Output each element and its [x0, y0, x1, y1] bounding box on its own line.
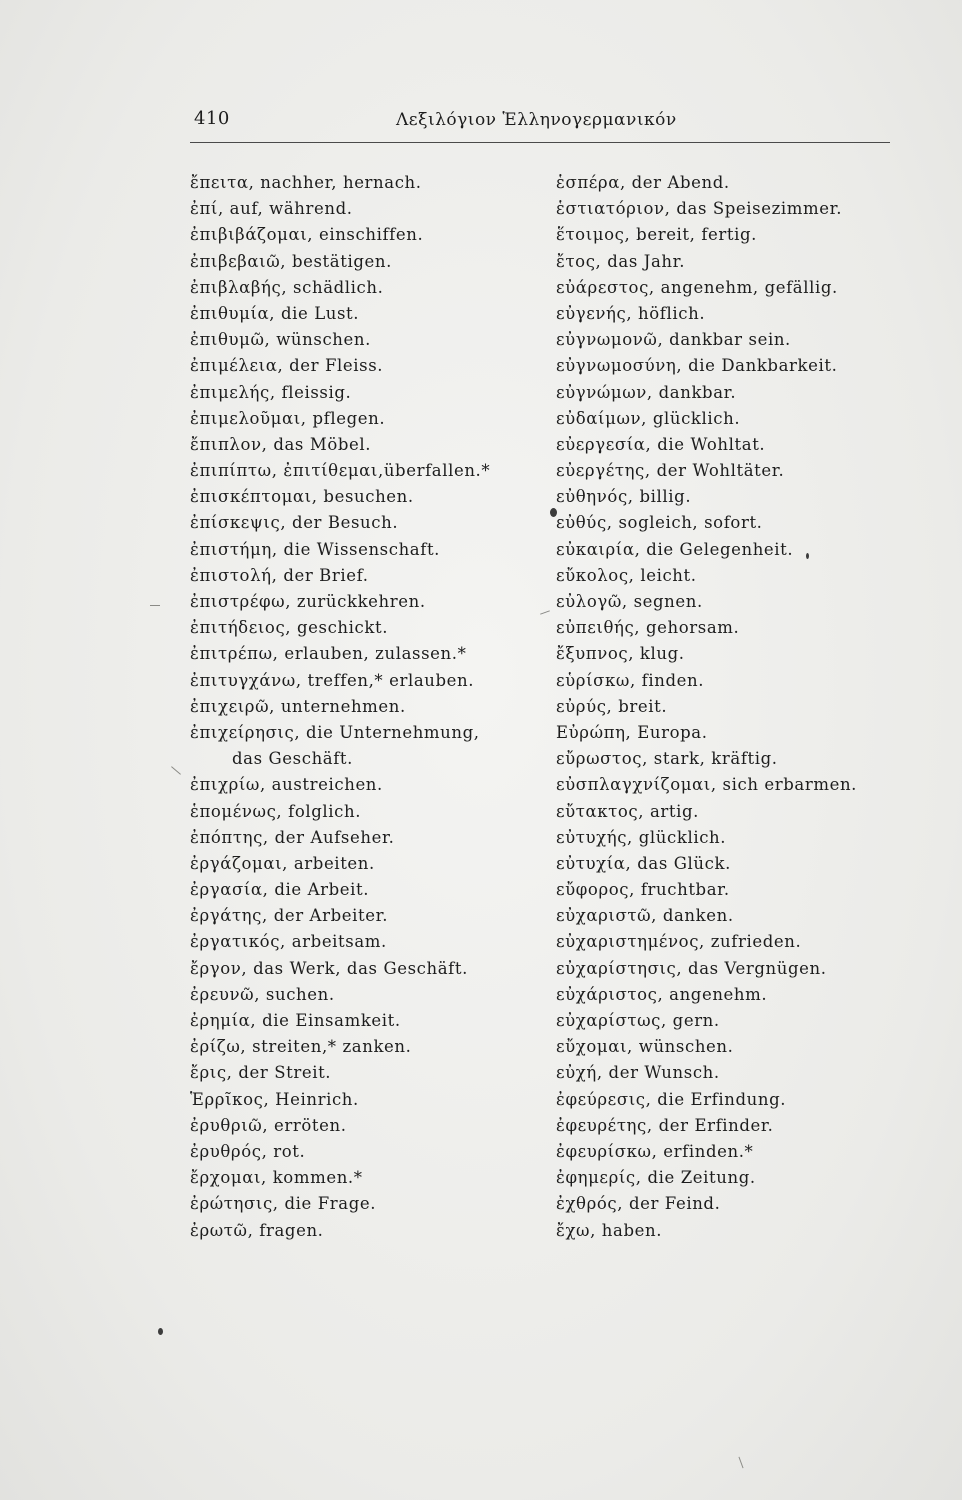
dictionary-entry: εὐχαρίστως, gern.	[556, 1011, 720, 1030]
dictionary-entry: ἐπιμέλεια, der Fleiss.	[190, 356, 384, 376]
dictionary-entry: εὔκολος, leicht.	[556, 565, 697, 585]
dictionary-entry: ἔρχομαι, kommen.*	[190, 1168, 363, 1188]
dictionary-entry: ἐπιστήμη, die Wissenschaft.	[190, 539, 441, 559]
dictionary-entry: εὔτακτος, artig.	[556, 801, 699, 821]
dictionary-entry: ἔξυπνος, klug.	[556, 644, 685, 664]
dictionary-entry: εὐθηνός, billig.	[556, 487, 692, 507]
dictionary-entry: εὐσπλαγχνίζομαι, sich erbarmen.	[556, 775, 858, 795]
dictionary-entry: ἐχθρός, der Feind.	[556, 1194, 721, 1214]
dictionary-entry: ἐπιμελοῦμαι, pflegen.	[190, 408, 386, 428]
dictionary-entry: ἐργάτης, der Arbeiter.	[190, 906, 389, 926]
dictionary-entry: εὐγενής, höflich.	[556, 303, 706, 323]
dictionary-entry: εὐεργεσία, die Wohltat.	[556, 434, 766, 454]
dictionary-entry: ἐπί, auf, während.	[190, 199, 353, 219]
dictionary-entry: ἐπόπτης, der Aufseher.	[190, 827, 395, 847]
dictionary-entry: ἐργασία, die Arbeit.	[190, 880, 370, 900]
dictionary-entry: ἐφημερίς, die Zeitung.	[556, 1168, 756, 1188]
dictionary-entry: εὐχαριστῶ, danken.	[556, 906, 734, 926]
dictionary-entry: ἐπιχειρῶ, unternehmen.	[190, 696, 406, 716]
left-column	[190, 170, 540, 1244]
dictionary-entry: εὐδαίμων, glücklich.	[556, 408, 741, 428]
dictionary-entry: ἐφευρέτης, der Erfinder.	[556, 1115, 774, 1135]
dictionary-entry: ἐρωτῶ, fragen.	[190, 1220, 324, 1240]
dictionary-entry: ἐπιχείρησις, die Unternehmung,	[190, 722, 480, 742]
dictionary-entry: ἐπιτρέπω, erlauben, zulassen.*	[190, 644, 467, 664]
dictionary-entry: εὐεργέτης, der Wohltäter.	[556, 461, 785, 481]
dictionary-entry: ἔρις, der Streit.	[190, 1063, 332, 1083]
dictionary-entry: ἑσπέρα, der Abend.	[556, 173, 730, 192]
dictionary-entry: ἐφεύρεσις, die Erfindung.	[556, 1089, 787, 1109]
dictionary-entry: ἑπομένως, folglich.	[190, 801, 362, 821]
dictionary-entry: ἐπιβλαβής, schädlich.	[190, 277, 384, 297]
dictionary-entry: ἐπιστολή, der Brief.	[190, 565, 369, 585]
dictionary-entry: ἐργάζομαι, arbeiten.	[190, 853, 375, 873]
scan-artifact	[150, 605, 160, 606]
running-head	[190, 108, 890, 138]
dictionary-entry: ἐπιβεβαιῶ, bestätigen.	[190, 251, 392, 271]
dictionary-entry: εὐάρεστος, angenehm, gefällig.	[556, 277, 838, 297]
dictionary-entry: ἐρυθρός, rot.	[190, 1141, 306, 1161]
dictionary-entry: Ἑρρῖκος, Heinrich.	[190, 1089, 359, 1109]
dictionary-entry: ἔτος, das Jahr.	[556, 251, 686, 271]
dictionary-entry: ἔπειτα, nachher, hernach.	[190, 173, 422, 192]
dictionary-entry: ἐπιτυγχάνω, treffen,* erlauben.	[190, 670, 475, 690]
dictionary-entry: ἐρυθριῶ, erröten.	[190, 1115, 347, 1135]
dictionary-entry: ἐπιτήδειος, geschickt.	[190, 618, 389, 638]
ink-speck	[158, 1328, 163, 1335]
dictionary-entry: das Geschäft.	[232, 749, 354, 769]
dictionary-entry: ἐπίσκεψις, der Besuch.	[190, 513, 399, 533]
dictionary-entry: εὐπειθής, gehorsam.	[556, 618, 740, 638]
dictionary-entry: εὐχάριστος, angenehm.	[556, 984, 768, 1004]
dictionary-entry: εὐτυχία, das Glück.	[556, 853, 731, 873]
dictionary-entry: ἑστιατόριον, das Speisezimmer.	[556, 199, 843, 219]
dictionary-entry: εὐχαριστημένος, zufrieden.	[556, 932, 802, 952]
ink-speck	[550, 508, 557, 517]
dictionary-entry: εὑρίσκω, finden.	[556, 670, 705, 690]
header-rule	[190, 142, 890, 143]
dictionary-entry: ἐπιθυμῶ, wünschen.	[190, 330, 371, 350]
dictionary-entry: εὐτυχής, glücklich.	[556, 827, 727, 847]
ink-speck	[806, 553, 809, 559]
dictionary-entry: εὐγνώμων, dankbar.	[556, 382, 737, 402]
dictionary-entry: ἔχω, haben.	[556, 1220, 663, 1240]
dictionary-entry: εὔφορος, fruchtbar.	[556, 880, 730, 900]
dictionary-entry: ἐργατικός, arbeitsam.	[190, 932, 387, 952]
dictionary-entry: ἐπιχρίω, austreichen.	[190, 775, 383, 795]
dictionary-entry: Εὐρώπη, Europa.	[556, 722, 708, 742]
right-column	[556, 170, 896, 1244]
dictionary-entry: εὐλογῶ, segnen.	[556, 592, 703, 611]
dictionary-entry: ἐπιμελής, fleissig.	[190, 382, 352, 402]
dictionary-entry: εὐθύς, sogleich, sofort.	[556, 513, 763, 533]
dictionary-entry: ἐπιβιβάζομαι, einschiffen.	[190, 225, 424, 245]
dictionary-entry: ἐρημία, die Einsamkeit.	[190, 1011, 401, 1030]
dictionary-entry: ἔργον, das Werk, das Geschäft.	[190, 958, 468, 978]
dictionary-entry: ἐπιστρέφω, zurückkehren.	[190, 592, 426, 611]
page-number: 410	[194, 108, 230, 129]
dictionary-entry: εὐχή, der Wunsch.	[556, 1063, 720, 1083]
scan-artifact	[540, 610, 550, 614]
dictionary-entry: ἔπιπλον, das Möbel.	[190, 434, 372, 454]
dictionary-entry: ἐφευρίσκω, erfinden.*	[556, 1141, 754, 1161]
page-title: Λεξιλόγιον Ἑλληνογερμανικόν	[396, 110, 677, 130]
dictionary-entry: ἐπιπίπτω, ἐπιτίθεμαι,überfallen.*	[190, 461, 491, 481]
dictionary-entry: εὔχομαι, wünschen.	[556, 1037, 734, 1057]
dictionary-entry: ἐρευνῶ, suchen.	[190, 984, 335, 1004]
dictionary-entry: εὐγνωμονῶ, dankbar sein.	[556, 330, 791, 350]
scan-artifact	[738, 1457, 743, 1469]
dictionary-entry: ἕτοιμος, bereit, fertig.	[556, 225, 758, 245]
dictionary-entry: ἐρώτησις, die Frage.	[190, 1194, 377, 1214]
dictionary-entry: ἐπισκέπτομαι, besuchen.	[190, 487, 414, 507]
dictionary-entry: εὐγνωμοσύνη, die Dankbarkeit.	[556, 356, 838, 376]
dictionary-entry: εὐχαρίστησις, das Vergnügen.	[556, 958, 827, 978]
dictionary-entry: ἐπιθυμία, die Lust.	[190, 303, 360, 323]
scan-artifact	[171, 766, 181, 774]
dictionary-entry: εὐρύς, breit.	[556, 696, 668, 716]
dictionary-entry: εὐκαιρία, die Gelegenheit.	[556, 539, 794, 559]
dictionary-entry: εὔρωστος, stark, kräftig.	[556, 749, 778, 769]
dictionary-entry: ἐρίζω, streiten,* zanken.	[190, 1037, 412, 1057]
